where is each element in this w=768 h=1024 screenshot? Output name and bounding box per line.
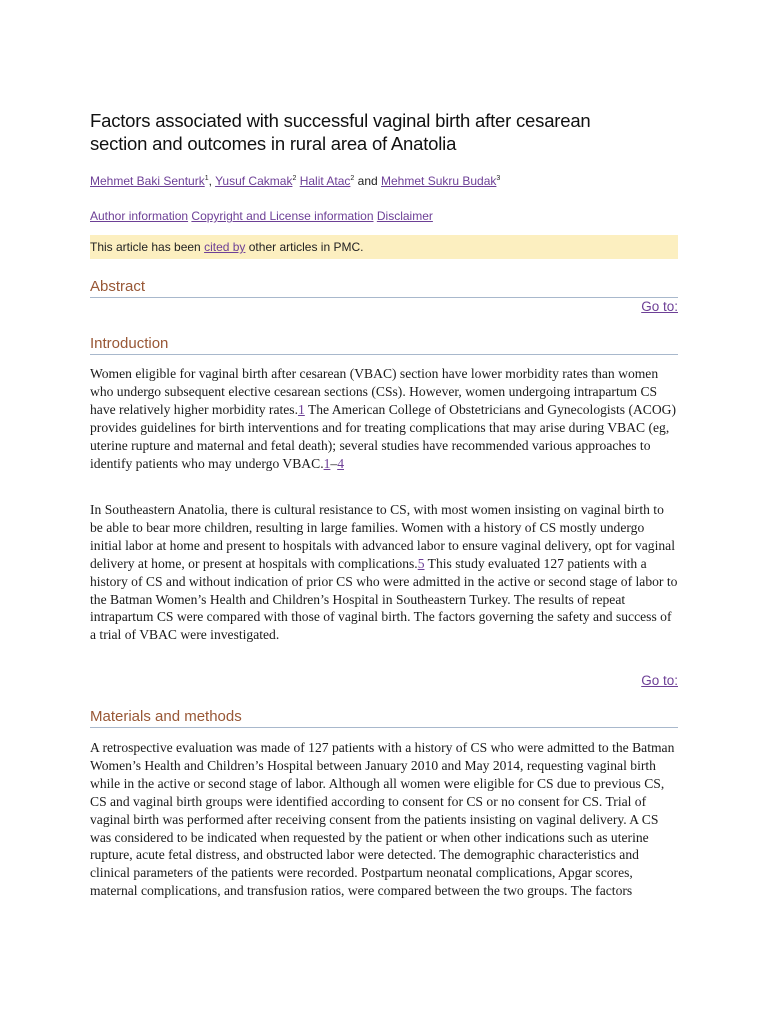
author-affil-1: 1 bbox=[204, 175, 209, 182]
abstract-heading: Abstract bbox=[90, 278, 678, 298]
author-link-budak[interactable]: Mehmet Sukru Budak bbox=[381, 174, 497, 188]
cited-by-link[interactable]: cited by bbox=[204, 240, 246, 254]
author-affil-3: 3 bbox=[496, 175, 501, 182]
author-separator: and bbox=[354, 174, 382, 188]
methods-paragraph-1: A retrospective evaluation was made of 127 patients with a history of CS who were admitted to the Batman Women’s Health and Children’s Hospital between January 2010 and May 2014, requesting vaginal birth while in the active or second stage of labor. Although all women were eligible for CS due to previous CS, CS and vaginal birth groups were identified according to consent for CS or no consent for CS. Trial of vaginal birth was performed after receiving consent from the patients insisting on vaginal delivery. A CS was considered to be indicated when requested by the patient or when other indications such as uterine rupture, acute fetal distress, and obstructed labor were detected. The demographic characteristics and clinical parameters of the patients were recorded. Postpartum neonatal complications, Apgar scores, maternal complications, and transfusion ratios, were compared between the two groups. The factors bbox=[90, 740, 675, 899]
goto-link-2[interactable]: Go to: bbox=[641, 673, 678, 688]
article-title: Factors associated with successful vaginal birth after cesarean section and outcomes in rural area of Anatolia bbox=[90, 110, 591, 154]
article-info-links bbox=[90, 209, 433, 223]
reference-link-4[interactable]: 4 bbox=[337, 455, 344, 471]
intro-paragraph-1 bbox=[90, 365, 678, 472]
intro-p2-text-b: This study evaluated 127 patients with a history of CS and without indication of prior CS who were admitted in the active or second stage of labor to the Batman Women’s Health and Children’s Hospital in Southeastern Turkey. The results of repeat intrapartum CS were compared with those of vaginal birth. The factors governing the safety and success of a trial of VBAC were investigated. bbox=[90, 555, 678, 643]
reference-dash: – bbox=[330, 455, 338, 471]
intro-p1-text-b: The American College of Obstetricians and Gynecologists (ACOG) provides guidelines for birth interventions and for treating complications that may arise during VBAC (eg, uterine rupture and maternal and fetal death); several studies have recommended various approaches to identify patients who may undergo VBAC. bbox=[90, 401, 677, 471]
author-affil-2b: 2 bbox=[350, 175, 355, 182]
copyright-license-link[interactable]: Copyright and License information bbox=[191, 209, 374, 223]
author-link-cakmak[interactable]: Yusuf Cakmak bbox=[215, 174, 293, 188]
author-separator: , bbox=[208, 174, 216, 188]
methods-heading: Materials and methods bbox=[90, 708, 678, 728]
intro-paragraph-2 bbox=[90, 501, 678, 644]
intro-p2-text-a: In Southeastern Anatolia, there is cultural resistance to CS, with most women insisting on vaginal birth to be able to bear more children, resulting in large families. Women with a history of CS mostly undergo initial labor at home and present to hospitals with advanced labor to ensure vaginal delivery, opt for vaginal delivery at home, or present at hospitals with complications. bbox=[90, 502, 675, 571]
disclaimer-link[interactable]: Disclaimer bbox=[376, 209, 433, 223]
reference-link-1[interactable]: 1 bbox=[298, 401, 305, 417]
cited-prefix: This article has been bbox=[90, 240, 205, 254]
author-link-atac[interactable]: Halit Atac bbox=[299, 174, 351, 188]
intro-p1-text-a: Women eligible for vaginal birth after cesarean (VBAC) section have lower morbidity rates than women who undergo subsequent elective cesarean sections (CSs). However, women undergoing intrapartum CS have relatively higher morbidity rates. bbox=[90, 366, 659, 417]
author-link-senturk[interactable]: Mehmet Baki Senturk bbox=[90, 174, 205, 188]
goto-link[interactable]: Go to: bbox=[641, 299, 678, 314]
cited-by-banner bbox=[90, 235, 678, 259]
reference-link-1b[interactable]: 1 bbox=[323, 455, 331, 471]
reference-link-5[interactable]: 5 bbox=[417, 555, 425, 571]
author-information-link[interactable]: Author information bbox=[90, 209, 189, 223]
introduction-heading: Introduction bbox=[90, 335, 678, 355]
author-affil-2: 2 bbox=[292, 175, 297, 182]
author-list bbox=[90, 174, 500, 188]
cited-suffix: other articles in PMC. bbox=[245, 240, 364, 254]
